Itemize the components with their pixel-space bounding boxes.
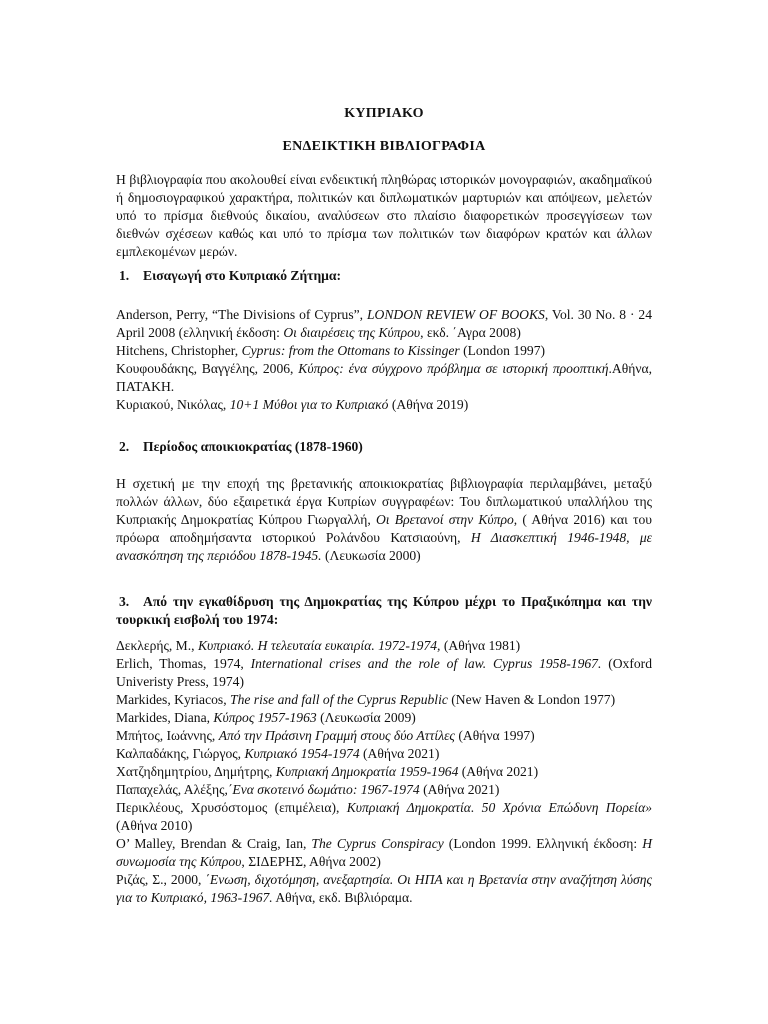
document-subtitle: ΕΝΔΕΙΚΤΙΚΗ ΒΙΒΛΙΟΓΡΑΦΙΑ (282, 139, 486, 154)
entry-text: (London 1997) (459, 343, 546, 358)
entry-text: (Αθήνα 2021) (419, 782, 500, 797)
entry-text: Markides, Diana, (116, 710, 214, 725)
entry-text: (London 1999. Ελληνική έκδοση: (443, 836, 643, 851)
entry-title-italic: International crises and the role of law. Cyprus 1958-1967. (250, 656, 602, 671)
entry-text: Markides, Kyriacos, (116, 692, 231, 707)
entry-text: (Oxford Univeristy Press, 1974) (116, 656, 652, 689)
entry-title-italic: Κυπριακό. Η τελευταία ευκαιρία. 1972-1974, (197, 638, 444, 653)
section-2-paragraph (116, 475, 652, 565)
section-2-book-1: Οι Βρετανοί στην Κύπρο (375, 512, 514, 527)
bibliography-entry (116, 763, 652, 781)
entry-text: Παπαχελάς, Αλέξης, (116, 782, 228, 797)
entry-text: Καλπαδάκης, Γιώργος, (116, 746, 245, 761)
entry-title-italic: 10+1 Μύθοι για το Κυπριακό (229, 397, 389, 412)
bibliography-entry (116, 637, 652, 655)
bibliography-entry (116, 342, 652, 360)
section-1-number: 1. (119, 268, 130, 283)
entry-title-italic: Κυπριακή Δημοκρατία 1959-1964 (275, 764, 459, 779)
section-1-title: Εισαγωγή στο Κυπριακό Ζήτημα: (143, 268, 341, 283)
entry-title-italic: ΄Ενωση, διχοτόμηση, ανεξαρτησία. Οι ΗΠΑ και η Βρετανία στην αναζήτηση λύσης για το Κυπριακό, 1963-1967. (116, 872, 653, 905)
entry-text: , Vol. 30 No. 8 · 24 April 2008 (ελληνική έκδοση: (116, 307, 653, 340)
entry-title-italic: LONDON REVIEW OF BOOKS (366, 307, 545, 322)
entry-title-italic: Cyprus: from the Ottomans to Kissinger (241, 343, 460, 358)
section-1-entries (116, 306, 652, 414)
entry-text: Περικλέους, Χρυσόστομος (επιμέλεια), (116, 800, 347, 815)
entry-text: (Λευκωσία 2009) (316, 710, 416, 725)
section-2-heading (116, 438, 652, 456)
section-3-number: 3. (119, 594, 130, 609)
entry-text: , εκδ. ΄Αγρα 2008) (420, 325, 521, 340)
entry-title-italic: ΄Ενα σκοτεινό δωμάτιο: 1967-1974 (227, 782, 420, 797)
entry-title-italic: Κυπριακή Δημοκρατία. 50 Χρόνια Επώδυνη Πορεία» (346, 800, 653, 815)
entry-text: Κουφουδάκης, Βαγγέλης, 2006, (116, 361, 299, 376)
entry-text: Αθήνα, εκδ. Βιβλιόραμα. (272, 890, 413, 905)
entry-text: Δεκλερής, Μ., (116, 638, 198, 653)
section-2-number: 2. (119, 439, 130, 454)
intro-paragraph: Η βιβλιογραφία που ακολουθεί είναι ενδεικτική πληθώρας ιστορικών μονογραφιών, ακαδημαϊκού ή δημοσιογραφικού χαρακτήρα, πολιτικών και διπλωματικών μαρτυριών και απόψεων, μελετών υπό το πρίσμα διεθνούς δικαίου, αναλύσεων στο πλαίσιο διαφορετικών προσεγγίσεων των διεθνών σχέσεων καθώς και υπό το πρίσμα των πολιτικών των διαφόρων κρατών και άλλων εμπλεκομένων μερών. (116, 172, 652, 259)
entry-text: (Αθήνα 2019) (388, 397, 469, 412)
entry-title-italic: The rise and fall of the Cyprus Republic (230, 692, 448, 707)
section-2-text-3: (Λευκωσία 2000) (321, 548, 421, 563)
entry-text: (New Haven & London 1977) (447, 692, 616, 707)
entry-text: (Αθήνα 1997) (454, 728, 535, 743)
bibliography-entry (116, 745, 652, 763)
entry-title-italic: Η συνωμοσία της Κύπρου (116, 836, 653, 869)
entry-text: , ΣΙΔΕΡΗΣ, Αθήνα 2002) (241, 854, 381, 869)
entry-title-italic: Κύπρος: ένα σύγχρονο πρόβλημα σε ιστορική προοπτική (298, 361, 609, 376)
entry-title-italic: Οι διαιρέσεις της Κύπρου (283, 325, 421, 340)
bibliography-entry (116, 360, 652, 396)
entry-text: O’ Malley, Brendan & Craig, Ian, (116, 836, 312, 851)
entry-text: (Αθήνα 2010) (116, 818, 193, 833)
section-2-text-1: Η σχετική με την εποχή της βρετανικής αποικιοκρατίας βιβλιογραφία περιλαμβάνει, μεταξύ πολλών άλλων, δύο εξαιρετικά έργα Κυπρίων συγγραφέων: Του διπλωματικού υπαλλήλου της Κυπριακής Δημοκρατίας Κύπρου Γιωργαλλή, (116, 476, 652, 527)
bibliography-entry (116, 691, 652, 709)
bibliography-entry (116, 655, 652, 691)
entry-text: Erlich, Thomas, 1974, (116, 656, 251, 671)
bibliography-entry (116, 709, 652, 727)
entry-text: .Αθήνα, ΠΑΤΑΚΗ. (116, 361, 652, 394)
entry-text: Χατζηδημητρίου, Δημήτρης, (116, 764, 276, 779)
bibliography-entry (116, 727, 652, 745)
entry-title-italic: The Cyprus Conspiracy (311, 836, 444, 851)
entry-title-italic: Κύπρος 1957-1963 (213, 710, 317, 725)
entry-title-italic: Κυπριακό 1954-1974 (244, 746, 360, 761)
section-3-entries (116, 637, 652, 907)
entry-text: (Αθήνα 1981) (443, 638, 521, 653)
bibliography-entry (116, 871, 652, 907)
bibliography-entry (116, 835, 652, 871)
entry-text: Μπήτος, Ιωάννης, (116, 728, 219, 743)
entry-text: Κυριακού, Νικόλας, (116, 397, 230, 412)
section-1-heading (116, 267, 652, 285)
section-2-text-2: , ( Αθήνα 2016) και του πρόωρα αποδημήσαντα ιστορικού Ρολάνδου Κατσιαούνη, (116, 512, 652, 545)
section-2-book-2: Η Διασκεπτική 1946-1948, με ανασκόπηση της περιόδου 1878-1945. (116, 530, 653, 563)
bibliography-entry (116, 396, 652, 414)
bibliography-entry (116, 306, 652, 342)
section-3-title: Από την εγκαθίδρυση της Δημοκρατίας της Κύπρου μέχρι το Πραξικόπημα και την τουρκική εισβολή του 1974: (116, 594, 652, 627)
entry-text: Ριζάς, Σ., 2000, (116, 872, 206, 887)
entry-text: Hitchens, Christopher, (116, 343, 242, 358)
entry-text: (Αθήνα 2021) (359, 746, 440, 761)
entry-text: (Αθήνα 2021) (458, 764, 539, 779)
bibliography-entry (116, 781, 652, 799)
section-3-heading (116, 593, 652, 629)
entry-title-italic: Από την Πράσινη Γραμμή στους δύο Αττίλες (218, 728, 455, 743)
entry-text: Anderson, Perry, “The Divisions of Cyprus”, (116, 307, 367, 322)
bibliography-entry (116, 799, 652, 835)
section-2-title: Περίοδος αποικιοκρατίας (1878-1960) (143, 439, 363, 454)
document-title: ΚΥΠΡΙΑΚΟ (344, 106, 424, 121)
